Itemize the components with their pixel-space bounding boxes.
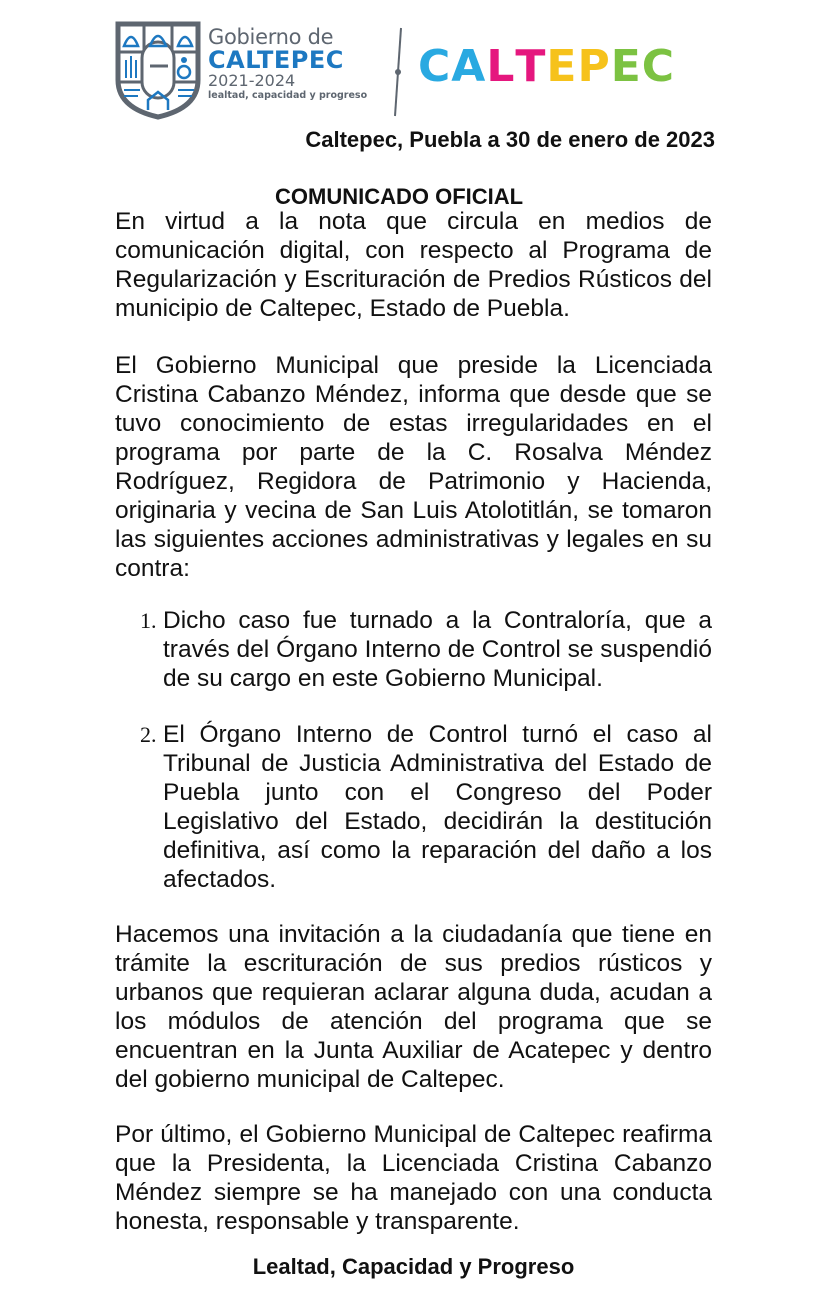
date-line: Caltepec, Puebla a 30 de enero de 2023	[305, 127, 715, 152]
brand-letter: E	[546, 41, 578, 92]
gov-period: 2021-2024	[208, 71, 296, 90]
municipal-shield-icon	[112, 20, 204, 120]
brand-letter: E	[610, 41, 642, 92]
document-title: COMUNICADO OFICIAL	[275, 184, 524, 209]
brand-letter: A	[451, 41, 487, 92]
motto: Lealtad, Capacidad y Progreso	[252, 1254, 575, 1279]
list-text: Dicho caso fue turnado a la Contraloría, que a través del Órgano Interno de Control se suspendió de su cargo en este Gobierno Municipal.	[163, 607, 712, 692]
brand-letter: C	[641, 41, 676, 92]
gov-municipality: CALTEPEC	[208, 46, 344, 74]
gov-slogan: lealtad, capacidad y progreso	[208, 90, 368, 101]
list-text: El Órgano Interno de Control turnó el caso al Tribunal de Justicia Administrativa del Estado de Puebla junto con el Congreso del Poder Legislativo del Estado, decidirán la destitución definitiva, así como la reparación del daño a los afectados.	[163, 721, 712, 893]
brand-letter: T	[515, 41, 547, 92]
header-divider-icon	[392, 26, 404, 118]
paragraph-closing: Por último, el Gobierno Municipal de Caltepec reafirma que la Presidenta, la Licenciada Cristina Cabanzo Méndez siempre se ha manejado con una conducta honesta, responsable y transparente.	[115, 1121, 712, 1235]
government-wordmark	[208, 26, 378, 102]
brand-letter: P	[577, 41, 611, 92]
letterhead	[112, 20, 722, 120]
paragraph-statement: El Gobierno Municipal que preside la Licenciada Cristina Cabanzo Méndez, informa que desde que se tuvo conocimiento de estas irregularidades en el programa por parte de la C. Rosalva Méndez Rodríguez, Regidora de Patrimonio y Hacienda, originaria y vecina de San Luis Atolotitlán, se tomaron las siguientes acciones administrativas y legales en su contra:	[115, 352, 712, 582]
paragraph-intro: En virtud a la nota que circula en medios de comunicación digital, con respecto al Programa de Regularización y Escrituración de Predios Rústicos del municipio de Caltepec, Estado de Puebla.	[115, 208, 712, 322]
brand-letter: C	[418, 41, 452, 92]
caltepec-brand-logo	[418, 42, 675, 92]
brand-letter: L	[486, 41, 516, 92]
list-number: 1.	[140, 608, 157, 633]
paragraph-invitation: Hacemos una invitación a la ciudadanía que tiene en trámite la escrituración de sus predios rústicos y urbanos que requieran aclarar alguna duda, acudan a los módulos de atención del programa que se encuentran en la Junta Auxiliar de Acatepec y dentro del gobierno municipal de Caltepec.	[115, 921, 712, 1093]
list-number: 2.	[140, 722, 157, 747]
gov-name-line: Gobierno de	[208, 25, 334, 49]
